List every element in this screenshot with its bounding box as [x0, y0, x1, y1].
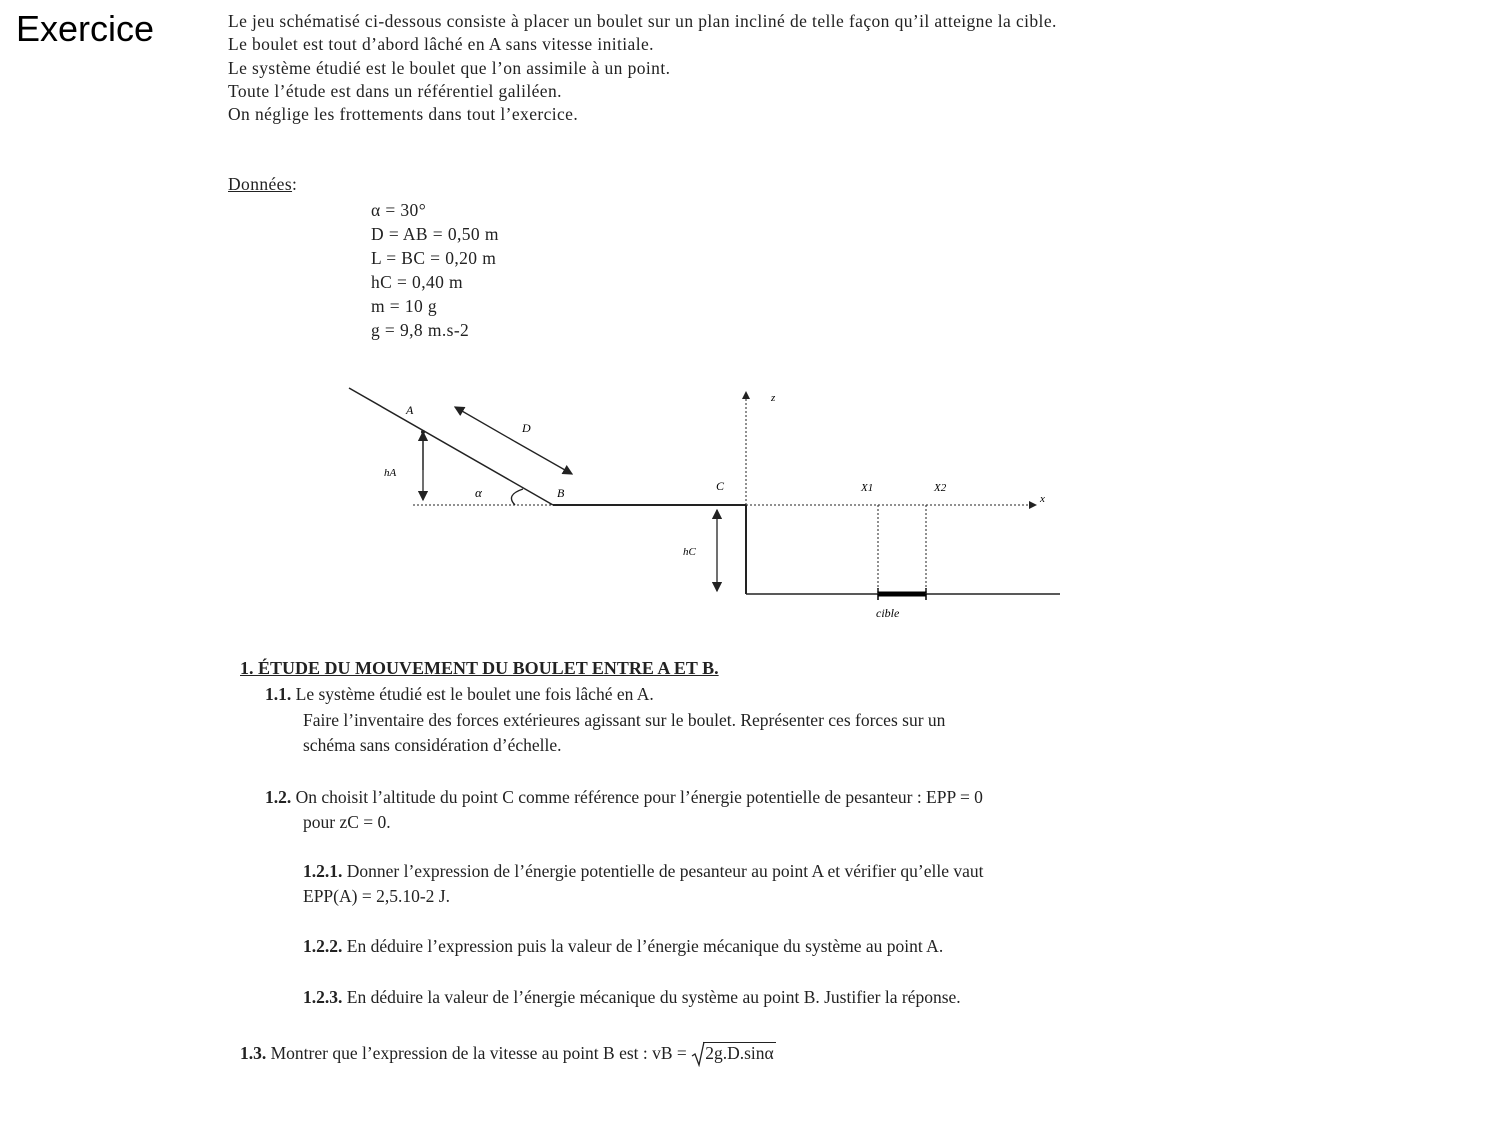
intro-line: Le boulet est tout d’abord lâché en A sans vitesse initiale. [228, 34, 654, 55]
label-ha: hA [384, 467, 397, 479]
label-a: A [406, 403, 414, 417]
donnee-item: m = 10 g [371, 296, 438, 316]
question-1-2-3 [303, 985, 961, 1010]
section-1-title: 1. ÉTUDE DU MOUVEMENT DU BOULET ENTRE A ET B. [240, 658, 719, 678]
label-cible: cible [876, 606, 900, 620]
alpha-arc [511, 489, 523, 505]
question-number: 1.2. [265, 787, 292, 807]
question-text: Donner l’expression de l’énergie potentielle de pesanteur au point A et vérifier qu’elle vaut [346, 861, 984, 881]
intro-line: Le jeu schématisé ci-dessous consiste à placer un boulet sur un plan incliné de telle façon qu’il atteigne la cible. [228, 11, 1057, 31]
donnee-item: L = BC = 0,20 m [371, 248, 497, 268]
page-title: Exercice [16, 8, 155, 49]
inclined-plane-diagram [340, 380, 1060, 630]
question-1-2-2 [303, 934, 943, 959]
question-1-3 [240, 1041, 776, 1066]
label-z: z [771, 392, 776, 404]
question-1-1-line3: schéma sans considération d’échelle. [303, 735, 562, 755]
d-arrow [514, 441, 572, 474]
question-text: Le système étudié est le boulet une fois lâché en A. [295, 684, 654, 704]
question-number: 1.3. [240, 1043, 267, 1063]
donnee-item: hC = 0,40 m [371, 272, 464, 292]
formula-text: 2g.D.sinα [705, 1043, 774, 1063]
donnee-item: D = AB = 0,50 m [371, 224, 499, 244]
question-number: 1.2.2. [303, 936, 343, 956]
label-x2: X2 [934, 482, 947, 494]
intro-line: On néglige les frottements dans tout l’exercice. [228, 104, 579, 125]
intro-line: Toute l’étude est dans un référentiel galiléen. [228, 80, 562, 101]
label-b: B [557, 486, 565, 500]
intro-line: Le système étudié est le boulet que l’on assimile à un point. [228, 57, 671, 78]
sqrt-formula [691, 1041, 775, 1066]
label-alpha: α [475, 485, 482, 500]
question-number: 1.2.1. [303, 861, 343, 881]
question-text: On choisit l’altitude du point C comme référence pour l’énergie potentielle de pesanteur : EPP = 0 [295, 787, 983, 807]
label-c: C [716, 479, 725, 493]
question-1-2-1-line2: EPP(A) = 2,5.10-2 J. [303, 886, 450, 906]
question-1-2-line2: pour zC = 0. [303, 812, 391, 832]
question-number: 1.1. [265, 684, 292, 704]
label-x1: X1 [861, 482, 874, 494]
question-1-2-1 [303, 859, 984, 884]
donnees-heading: Données: [228, 174, 298, 194]
label-d: D [522, 421, 531, 435]
question-number: 1.2.3. [303, 987, 343, 1007]
question-text: En déduire l’expression puis la valeur de l’énergie mécanique du système au point A. [346, 936, 944, 956]
question-text: En déduire la valeur de l’énergie mécanique du système au point B. Justifier la réponse. [346, 987, 961, 1007]
label-x: x [1040, 493, 1045, 505]
donnees-list [371, 198, 499, 342]
donnee-item: α = 30° [371, 200, 427, 220]
donnee-item: g = 9,8 m.s-2 [371, 320, 470, 340]
question-1-2 [265, 785, 983, 810]
intro-paragraph [228, 10, 1298, 126]
question-text: Montrer que l’expression de la vitesse au point B est : vB = [270, 1043, 687, 1063]
label-hc: hC [683, 546, 696, 558]
question-1-1-line2: Faire l’inventaire des forces extérieures agissant sur le boulet. Représenter ces forces sur un [303, 710, 946, 730]
question-1-1 [265, 682, 654, 707]
sqrt-icon [691, 1041, 705, 1067]
